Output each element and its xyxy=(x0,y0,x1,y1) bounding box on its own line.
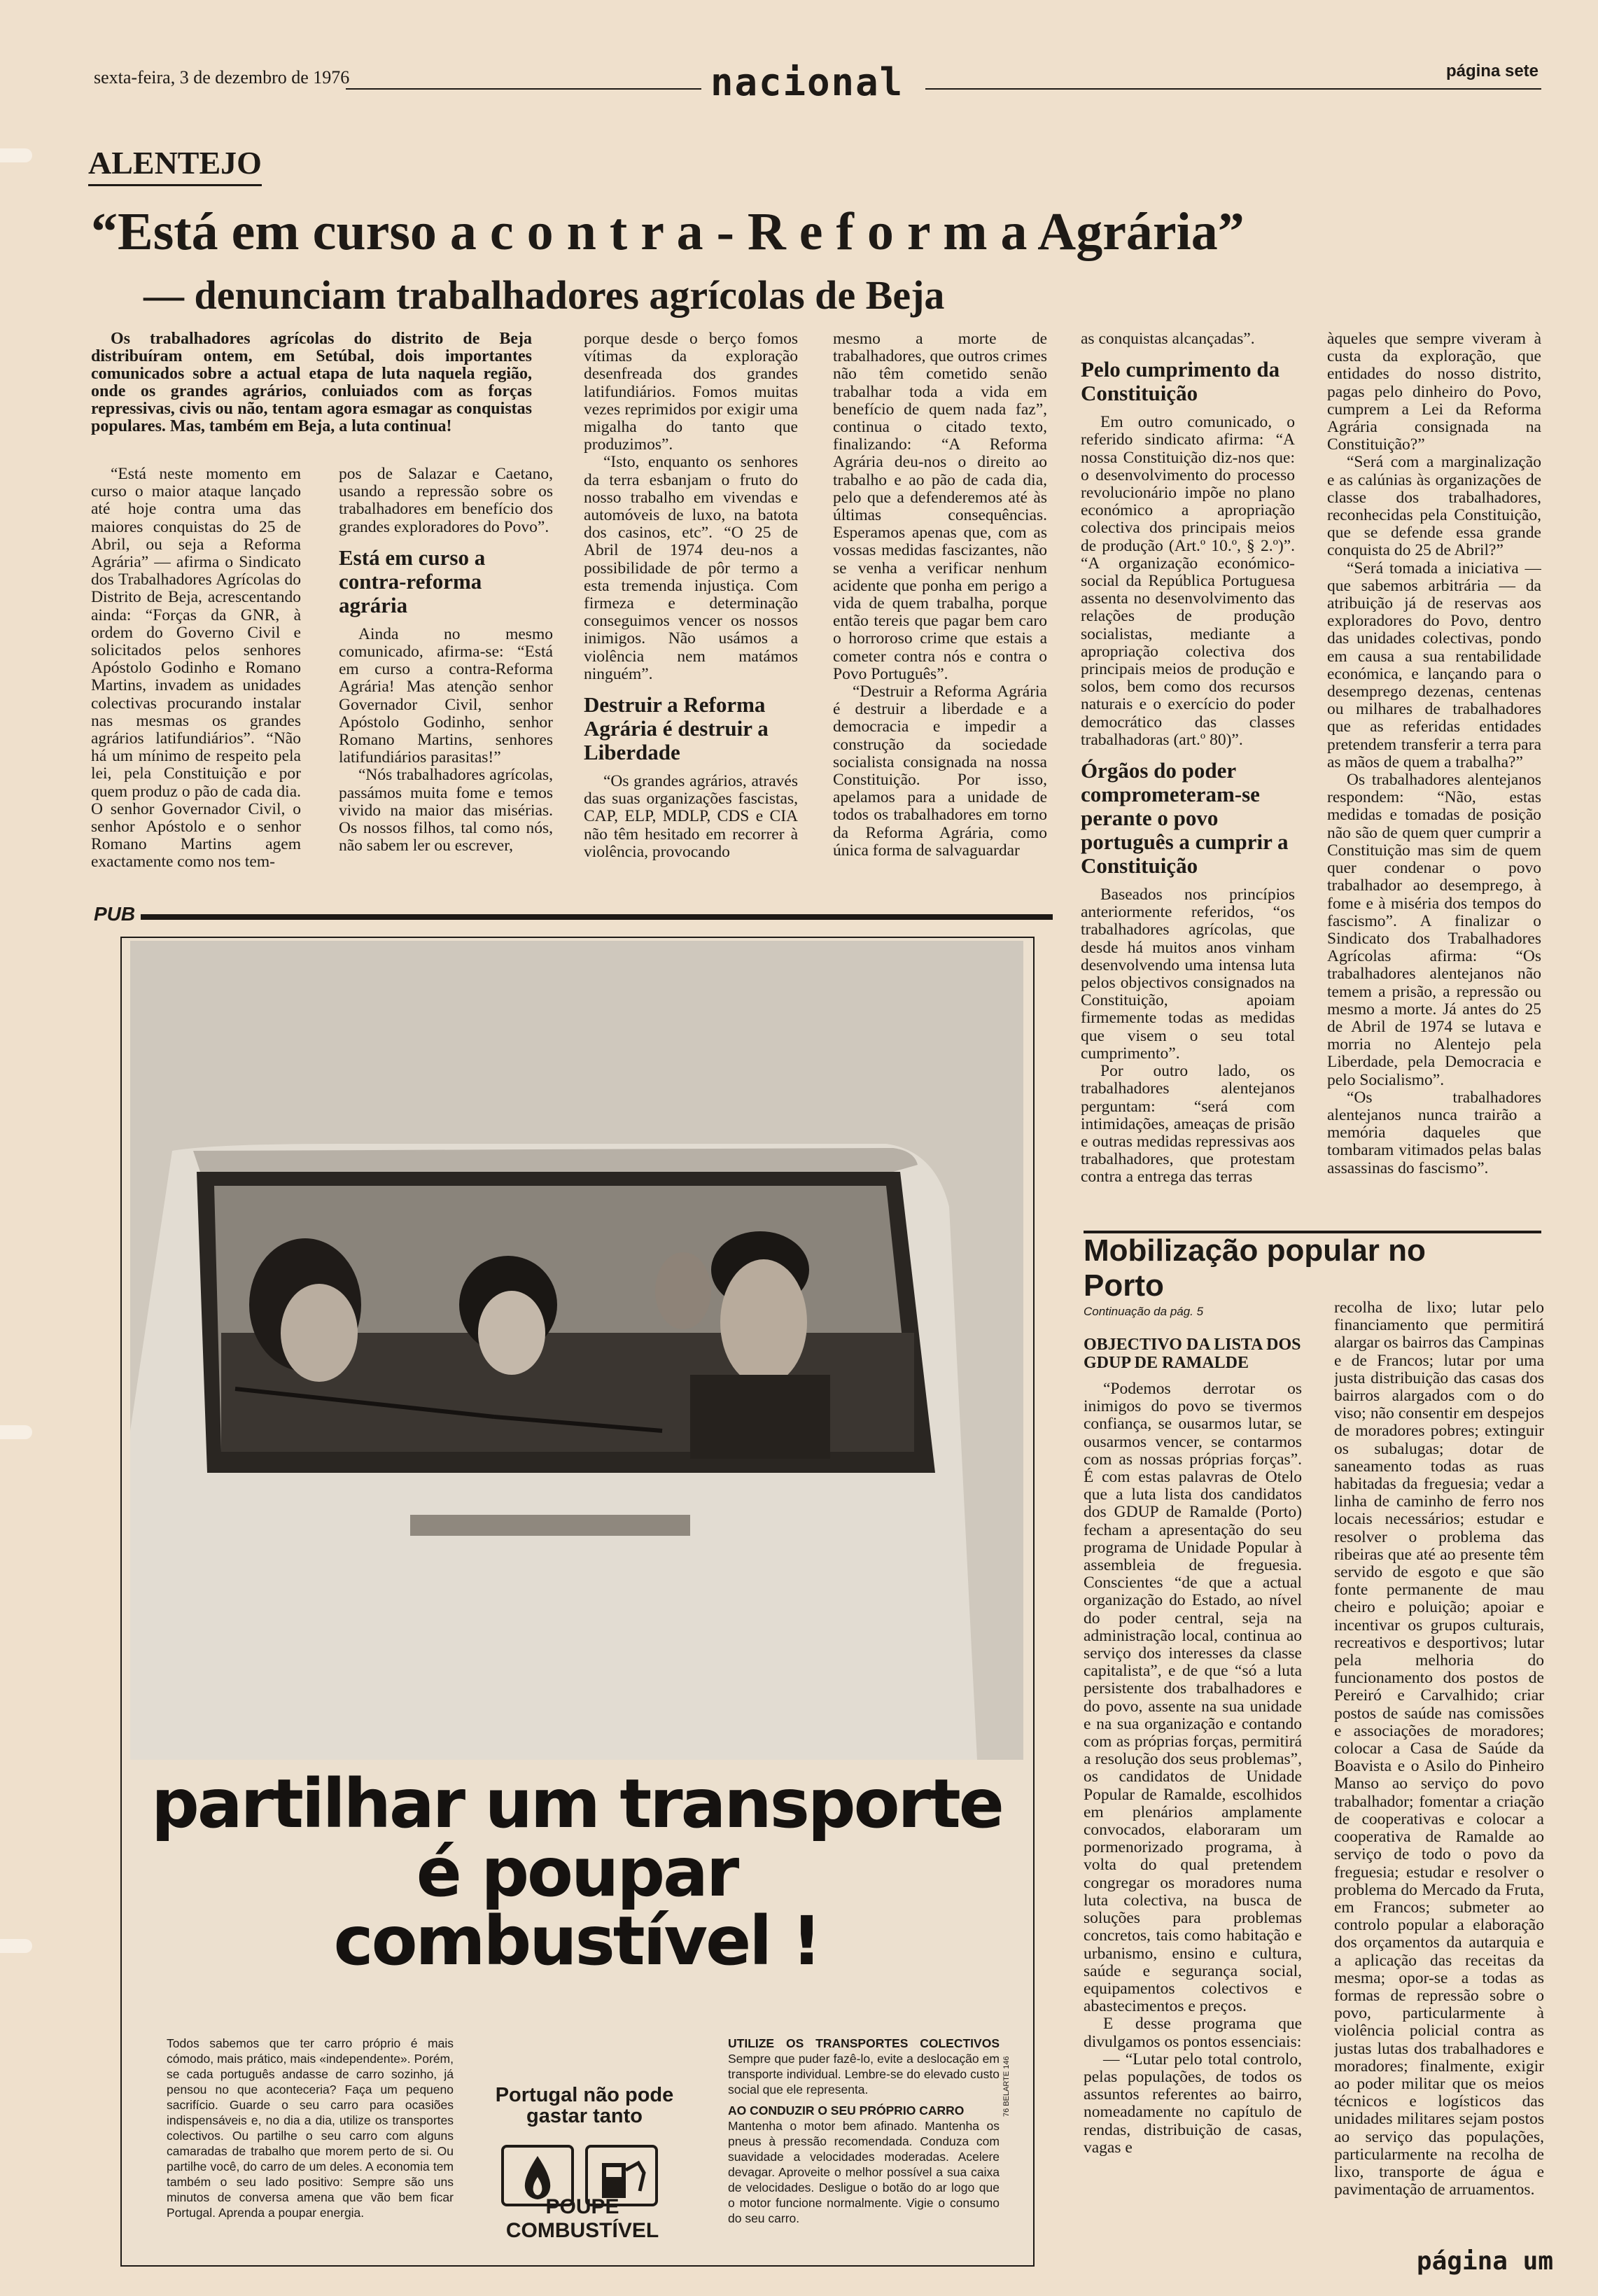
advert-heading: UTILIZE OS TRANSPORTES COLECTIVOS xyxy=(728,2036,1000,2050)
page-number: página sete xyxy=(1445,62,1539,80)
column-heading: Pelo cumprimento da Constituição xyxy=(1081,357,1280,406)
article-column-1-body xyxy=(91,465,301,877)
continuation-note: Continuação da pág. 5 xyxy=(1084,1305,1204,1318)
binder-hole xyxy=(0,148,32,162)
advert-badge-text: POUPE COMBUSTÍVEL xyxy=(505,2195,659,2242)
article-column-6 xyxy=(1327,330,1541,1228)
issue-date: sexta-feira, 3 de dezembro de 1976 xyxy=(94,67,350,88)
region-tag: ALENTEJO xyxy=(88,144,262,186)
advert-photo xyxy=(130,941,1023,1760)
fire-icon xyxy=(525,2156,550,2199)
advert-code: 76 BELARTE 146 xyxy=(1002,2056,1011,2117)
advert-rule xyxy=(94,914,1053,920)
advert-center-title: Portugal não pode gastar tanto xyxy=(495,2084,674,2127)
paragraph: recolha de lixo; lutar pelo financiamento que permitirá alargar os bairros das Campinas e de Francos; lutar por uma justa distribuição das casas dos bairros alargados com o do viso; não consentir em despejos de moradores pobres; extinguir os subalugas; dotar de saneamento todas as ruas habitadas da freguesia; vedar a linha de caminho de ferro nos locais necessários; estudar e resolver o problema das ribeiras que até ao presente têm servido de esgoto e que são fonte permanente de mau cheiro e poluição; apoiar e incentivar os grupos culturais, recreativos e desportivos; lutar pela melhoria do funcionamento dos postos de Pereiró e Carvalhido; criar postos de saúde nas comissões e associações de moradores; colocar a Casa de Saúde da Boavista e o Asilo do Pinheiro Manso ao serviço do povo trabalhador; fomentar a criação de cooperativas e colocar a cooperativa de Ramalde ao serviço de todo o povo da freguesia; estudar e resolver o problema do Mercado da Fruta, em Francos; submeter ao controlo popular a elaboração dos orçamentos da autarquia e a aplicação das receitas da mesma; opor-se a todas as formas de repressão sobre o povo, particularmente à violência policial contra as justas lutas dos trabalhadores e moradores; finalmente, exigir ao poder militar que os meios técnicos e logísticos das unidades militares sejam postos ao serviço das populações, particularmente na recolha de lixo, transporte de água e pavimentação de arruamentos. xyxy=(1334,1299,1544,2199)
paragraph: E desse programa que divulgamos os pontos essenciais: xyxy=(1084,2015,1302,2051)
column-heading: Destruir a Reforma Agrária é destruir a Liberdade xyxy=(584,692,769,765)
paragraph: Em outro comunicado, o referido sindicato afirma: “A nossa Constituição diz-nos que: o desenvolvimento do processo revolucionário impõe no plano económico a apropriação colectiva dos principais meios de produção (Art.º 10.º, § 2.º)”. “A organização económico-social da República Portuguesa assenta no desenvolvimento das relações de produção socialistas, mediante a apropriação colectiva dos principais meios de produção e solos, bem como dos recursos naturais e o exercício do poder democrático das classes trabalhadoras (art.º 80)”. xyxy=(1081,413,1295,749)
advert-slogan xyxy=(130,1765,1023,1980)
paragraph: “Isto, enquanto os senhores da terra esbanjam o fruto do nosso trabalho em vivendas e automóveis de luxo, na batota dos casinos, etc”. “O 25 de Abril de 1974 deu-nos a possibilidade de pôr termo a esta tremenda injustiça. Com firmeza e determinação conseguimos vencer os nossos inimigos. Não usámos a violência nem matámos ninguém”. xyxy=(584,453,798,683)
lead-paragraph: Os trabalhadores agrícolas do distrito de Beja distribuíram ontem, em Setúbal, dois importantes comunicados sobre a actual etapa de luta naquela região, onde os grandes agrários, conluiados com as forças repressivas, civis ou não, tentam agora esmagar as conquistas populares. Mas, também em Beja, a luta continua! xyxy=(91,330,532,435)
advert-heading: AO CONDUZIR O SEU PRÓPRIO CARRO xyxy=(728,2104,965,2118)
slogan-line: combustível ! xyxy=(333,1902,820,1980)
paragraph: “Os grandes agrários, através das suas organizações fascistas, CAP, ELP, MDLP, CDS e CIA não têm hesitado em recorrer à violência, provocando xyxy=(584,772,798,861)
paragraph: — “Lutar pelo total controlo, pelas populações, de todos os assuntos referentes ao bairro, nomeadamente no capítulo de rendas, distribuição de casas, vagas e xyxy=(1084,2050,1302,2157)
advert-text: Sempre que puder fazê-lo, evite a deslocação em transporte individual. Lembre-se do elevado custo social que ele representa. xyxy=(728,2052,1000,2096)
next-page-marker: página um xyxy=(1416,2247,1553,2276)
article-column-2 xyxy=(339,465,553,877)
advert-body-left: Todos sabemos que ter carro próprio é mais cómodo, mais prático, mais «independente». Porém, se cada português andasse de carro sozinho, já pensou no que aconteceria? Faça um pequeno sacrifício. Guarde o seu carro para ocasiões indispensáveis e, no dia a dia, utilize os transportes colectivos. Ou partilhe o seu carro com alguns camaradas de trabalho que morem perto de si. Ou partilhe você, do carro de um deles. A economia tem também o seu lado positivo: Sempre são uns minutos de conversa amena que vão bem ficar Portugal. Aprenda a poupar energia. xyxy=(167,2036,454,2220)
paragraph: porque desde o berço fomos vítimas da exploração desenfreada dos grandes latifundiários. Fomos muitas vezes reprimidos por exigir uma migalha do tanto que produzimos”. xyxy=(584,330,798,454)
article-column-5 xyxy=(1081,330,1295,1228)
column-heading: Está em curso a contra-reforma agrária xyxy=(339,545,486,617)
binder-hole xyxy=(0,1939,32,1953)
paragraph: “Está neste momento em curso o maior ataque lançado até hoje contra uma das maiores conquistas do 25 de Abril, ou seja a Reforma Agrária” — afirma o Sindicato dos Trabalhadores Agrícolas do Distrito de Beja, acrescentando ainda: “Forças da GNR, à ordem do Governo Civil e solicitados pelos senhores Apóstolo Godinho e Romano Martins, invadem as unidades colectivas procurando instalar nas mesmas os grandes agrários latifundiários”. “Não há um mínimo de respeito pela lei, pela Constituição e por quem produz o pão de cada dia. O senhor Governador Civil, o senhor Apóstolo e o senhor Romano Martins agem exactamente como nos tem- xyxy=(91,465,301,872)
slogan-line: partilhar um transporte xyxy=(151,1765,1002,1843)
paragraph: Ainda no mesmo comunicado, afirma-se: “Está em curso a contra-Reforma Agrária! Mas atenção senhor Governador Civil, senhor Apóstolo Godinho, senhor Romano Martins, senhores latifundiários parasitas!” xyxy=(339,624,553,767)
paragraph: “Nós trabalhadores agrícolas, passámos muita fome e temos vivido na maior das misérias. Os nossos filhos, tal como nós, não sabem ler ou escrever, xyxy=(339,766,553,855)
slogan-line: é poupar xyxy=(416,1833,738,1912)
subheadline: — denunciam trabalhadores agrícolas de Beja xyxy=(143,272,945,318)
paragraph: “Será com a marginalização e as calúnias às organizações de classe dos trabalhadores, reconhecidas pela Constituição, que se defende essa grande conquista do 25 de Abril?” xyxy=(1327,453,1541,560)
paragraph: pos de Salazar e Caetano, usando a repressão sobre os trabalhadores em benefício dos grandes exploradores do Povo”. xyxy=(339,465,553,536)
headline: “Está em curso a c o n t r a - R e f o r m a Agrária” xyxy=(91,202,1245,261)
header-rule xyxy=(346,88,701,90)
paragraph: Os trabalhadores alentejanos respondem: “Não, estas medidas e tomadas de posição não são de quem quer cumprir a Constituição mas sim de quem quer condenar o povo trabalhador ao desemprego, à fome e à miséria dos tempos do fascismo”. A finalizar o Sindicato dos Trabalhadores Agrícolas afirma: “Os trabalhadores alentejanos não temem a prisão, a repressão ou mesmo a morte. Já antes do 25 de Abril de 1974 se lutava e morria no Alentejo pela Liberdade, pela Democracia e pelo Socialismo”. xyxy=(1327,771,1541,1089)
lead-block xyxy=(91,330,532,463)
paragraph: “Será tomada a iniciativa — que sabemos arbitrária — da atribuição já de reservas aos exploradores do Povo, dentro das unidades colectivas, pondo em causa a sua rentabilidade económica, e lançando para o desemprego dezenas, centenas ou milhares de trabalhadores que as referidas entidades pretendem transferir a terra para as mãos de quem a trabalha?” xyxy=(1327,559,1541,771)
porto-column-2 xyxy=(1334,1299,1544,2251)
paragraph: “Podemos derrotar os inimigos do povo se tivermos confiança, se ousarmos lutar, se ousarmos vencer, se contarmos com as nossas próprias forças”. É com estas palavras de Otelo que a luta lista dos candidatos dos GDUP de Ramalde (Porto) fecham a apresentação do seu programa de Unidade Popular à assembleia de freguesia. Conscientes “de que a actual organização do Estado, ao nível do poder central, seja na administração local, continua ao serviço dos interesses da classe capitalista”, e de que “só a luta persistente dos trabalhadores e do povo, assente na sua unidade e na sua organização e contando com as próprias forças, permitirá a resolução dos seus problemas”, os candidatos de Unidade Popular de Ramalde, escolhidos em plenários amplamente convocados, elaboraram um pormenorizado programa, à volta do qual pretendem congregar os moradores numa luta colectiva, na busca de soluções para problemas concretos, tais como habitação e urbanismo, ensino e cultura, saúde e segurança social, equipamentos colectivos e abastecimentos e preços. xyxy=(1084,1380,1302,2016)
porto-headline: Mobilização popular no Porto xyxy=(1084,1233,1426,1303)
advert-body-right xyxy=(728,2036,1000,2226)
paragraph: “Os trabalhadores alentejanos nunca trairão a memória daqueles que tombaram vitimados pelas balas assassinas do fascismo”. xyxy=(1327,1088,1541,1177)
header-rule xyxy=(925,88,1541,90)
binder-hole xyxy=(0,1425,32,1439)
paragraph: Por outro lado, os trabalhadores alentejanos perguntam: “será com intimidações, ameaças de prisão e outras medidas repressivas aos trabalhadores, que protestam contra a entrega das terras xyxy=(1081,1062,1295,1186)
fuel-pump-icon xyxy=(602,2163,644,2198)
car-photo-illustration xyxy=(130,941,1023,1760)
paragraph: Baseados nos princípios anteriormente referidos, “os trabalhadores agrícolas, que desde há muitos anos vinham desenvolvendo uma intensa luta pelos objectivos consignados na Constituição, apoiam firmemente todas as medidas que visem o seu total cumprimento”. xyxy=(1081,886,1295,1063)
article-column-4 xyxy=(833,330,1047,883)
advert-label: PUB xyxy=(94,903,141,925)
paragraph: àqueles que sempre viveram à custa da exploração, que entidades do nosso distrito, pagas pelo dinheiro do Povo, cumprem a Lei da Reforma Agrária consignada na Constituição?” xyxy=(1327,330,1541,454)
paragraph: as conquistas alcançadas”. xyxy=(1081,330,1255,348)
article-column-3 xyxy=(584,330,798,883)
column-heading: Órgãos do poder comprometeram-se perante o povo português a cumprir a Constituição xyxy=(1081,758,1289,878)
section-title: nacional xyxy=(710,60,904,104)
advert-text: Mantenha o motor bem afinado. Mantenha os pneus à pressão recomendada. Conduza com suavidade a velocidades moderadas. Acelere devagar. Aproveite o melhor possível a sua caixa de velocidades. Desligue o botão do ar logo que o motor funcione normalmente. Vigie o consumo do seu carro. xyxy=(728,2119,1000,2225)
paragraph: “Destruir a Reforma Agrária é destruir a liberdade e a democracia e impedir a construção da sociedade socialista consignada na nossa Constituição. Por isso, apelamos para a unidade de todos os trabalhadores em torno da Reforma Agrária, como única forma de salvaguardar xyxy=(833,682,1047,860)
porto-subheading: OBJECTIVO DA LISTA DOS GDUP DE RAMALDE xyxy=(1084,1336,1301,1372)
paragraph: mesmo a morte de trabalhadores, que outros crimes não têm cometido senão trabalhar toda a vida em benefício de quem nada faz”, continua o citado texto, finalizando: “A Reforma Agrária deu-nos o direito ao trabalho e ao pão de cada dia, pelo que a defenderemos até às últimas consequências. Esperamos apenas que, com as vossas medidas fascizantes, não se venha a verificar nenhum acidente que ponha em perigo a vida de quem trabalha, porque então tereis que pagar bem caro o horroroso crime que estais a cometer contra nós e contra o Povo Português”. xyxy=(833,330,1047,683)
porto-column-1 xyxy=(1084,1336,1302,2258)
